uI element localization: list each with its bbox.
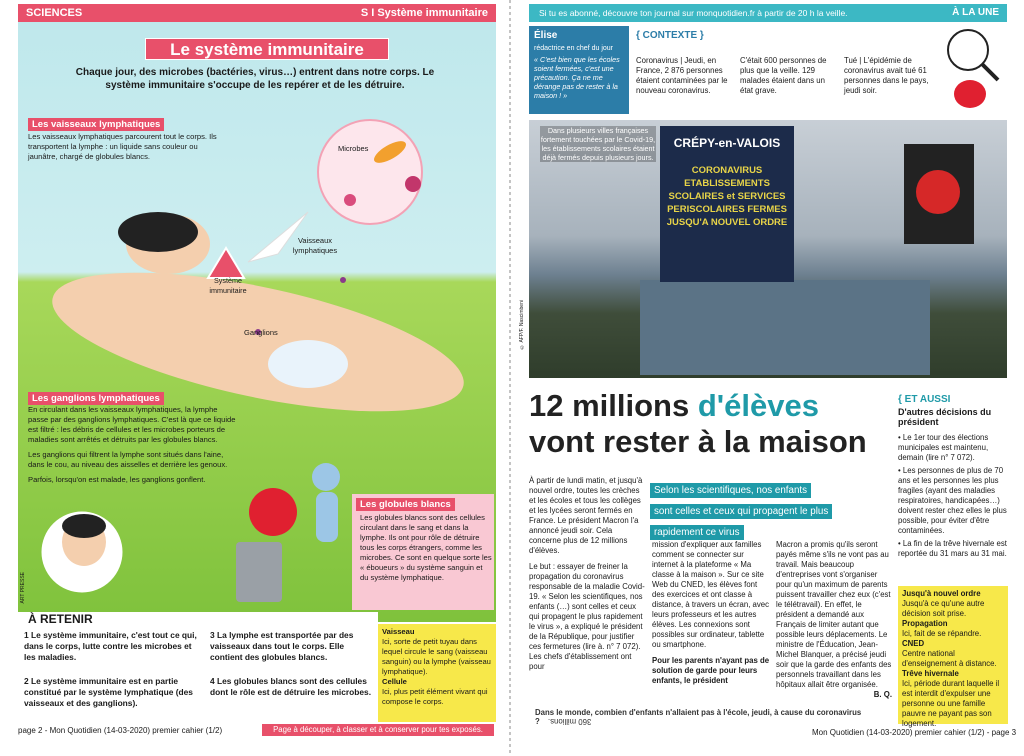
ganglion-dot-2 xyxy=(340,277,346,283)
editor-role: rédactrice en chef du jour xyxy=(534,45,613,52)
gloss-term: Jusqu'à nouvel ordre xyxy=(902,589,981,598)
section-label: SCIENCES xyxy=(26,7,83,19)
intro-text: Chaque jour, des microbes (bactéries, virus…) entrent dans notre corps. Le système immunitaire s'occupe de les repérer et de les détruire. xyxy=(75,67,435,91)
label-systeme: Système immunitaire xyxy=(209,276,247,295)
article-col-3 xyxy=(776,540,892,700)
traffic-light-icon xyxy=(900,140,980,250)
daily-question xyxy=(535,708,865,726)
gloss-term: CNED xyxy=(902,639,925,648)
gloss-def: Ici, période durant laquelle il est interdit d'expulser une personne ou une famille pauvre ne payant pas son logement. xyxy=(902,679,1000,728)
gloss-def: Ici, fait de se répandre. xyxy=(902,629,982,638)
school-building xyxy=(640,280,930,375)
headline-part-2: d'élèves xyxy=(697,388,819,423)
et-aussi-box xyxy=(898,394,1010,559)
article-col-2 xyxy=(652,540,770,686)
retenir-text: Le système immunitaire est en partie constitué par le système lymphatique (des vaisseaux et des ganglions). xyxy=(24,676,193,708)
header-topic: S I Système immunitaire xyxy=(360,7,488,19)
label-vaisseaux: Vaisseaux lymphatiques xyxy=(292,236,338,255)
label-ganglions: Ganglions xyxy=(244,328,278,337)
retenir-text: Les globules blancs sont des cellules dont le rôle est de détruire les microbes. xyxy=(210,676,372,697)
hair-shape xyxy=(118,212,198,252)
ganglions-text xyxy=(28,405,238,485)
retenir-number: 2 xyxy=(24,676,29,686)
editor-box xyxy=(529,26,629,114)
page-title: Le système immunitaire xyxy=(145,38,389,60)
left-header xyxy=(18,4,496,22)
label-microbes: Microbes xyxy=(338,144,369,153)
trash-can-icon xyxy=(236,542,282,602)
a-la-une-label: À LA UNE xyxy=(952,7,999,18)
answer-text: 360 millions. xyxy=(547,717,592,726)
right-header xyxy=(529,4,1007,22)
article-p2: Le but : essayer de freiner la propagation du coronavirus responsable de la maladie Covid-19. « Selon les scientifiques, nos enfants (…) sont celles et ceux qui propagent le plus rapidement le virus », a expliqué le président de la République, pour justifier ces fermetures (lire à. n° 7 072). Les chefs d'établissement ont pour xyxy=(529,562,645,671)
quote-line: rapidement ce virus xyxy=(650,525,744,540)
gloss-term: Propagation xyxy=(902,619,948,628)
header-promo: Si tu es abonné, découvre ton journal sur monquotidien.fr à partir de 20 h la veille. xyxy=(539,8,848,18)
photo-caption: Dans plusieurs villes françaises fortement touchées par le Covid-19, les établissements scolaires étaient déjà fermés depuis plusieurs jours. xyxy=(540,126,656,162)
red-virus-shape xyxy=(249,488,297,536)
mascot-icon xyxy=(936,24,1006,116)
article-p4: Pour les parents n'ayant pas de solution de garde pour leurs enfants, le président xyxy=(652,656,770,685)
globules-text: Les globules blancs sont des cellules circulant dans le sang et dans la lymphe. Ils ont pour rôle de détruire tous les corps étrangers, comme les microbes. Ce sont en quelque sorte les « éboueurs » du système sanguin et du système lymphatique. xyxy=(360,513,492,582)
article-lead: À partir de lundi matin, et jusqu'à nouvel ordre, toutes les crèches et les écoles et tous les collèges et les lycées seront fermés en France. Le président Macron l'a annoncé jeudi soir. Cela concerne plus de 12 millions d'élèves. xyxy=(529,476,643,555)
et-aussi-heading: { ET AUSSI xyxy=(898,394,951,405)
lexique-term: Cellule xyxy=(382,677,407,686)
editor-name: Élise xyxy=(534,30,558,41)
led-sign xyxy=(660,126,794,282)
retenir-item xyxy=(24,630,204,663)
lexique-text xyxy=(382,627,494,707)
lymph-text: Les vaisseaux lymphatiques parcourent tout le corps. Ils transportent la lymphe : un liquide sans couleur ou jaunâtre, chargé de globules blancs. xyxy=(28,132,217,161)
context-col-1: Coronavirus | Jeudi, en France, 2 876 personnes étaient contaminées par le nouveau coronavirus. xyxy=(636,56,728,95)
ganglions-heading: Les ganglions lymphatiques xyxy=(28,392,164,405)
sign-text: CORONAVIRUS ETABLISSEMENTS SCOLAIRES et SERVICES PERISCOLAIRES FERMES JUSQU'A NOUVEL ORDRE xyxy=(666,165,788,228)
pull-quote xyxy=(650,480,870,543)
editor-quote: « C'est bien que les écoles soient fermées, c'est une précaution. Ça ne me dérange pas de rester à la maison ! » xyxy=(534,55,620,100)
virus-shape-2 xyxy=(344,194,356,206)
retenir-heading: À RETENIR xyxy=(28,612,93,626)
gloss-def: Centre national d'enseignement à distance. xyxy=(902,649,997,668)
ganglions-p3: Parfois, lorsqu'on est malade, les ganglions gonflent. xyxy=(28,475,206,484)
context-col-2: C'était 600 personnes de plus que la veille. 129 malades étaient dans un état grave. xyxy=(740,56,827,95)
contexte-heading: { CONTEXTE } xyxy=(636,30,704,41)
et-aussi-item: • Le 1er tour des élections municipales est maintenu, demain (lire n° 7 072). xyxy=(898,433,989,462)
left-footer-note: Page à découper, à classer et à conserver pour tes exposés. xyxy=(262,724,494,736)
lexique-term: Vaisseau xyxy=(382,627,415,636)
red-light xyxy=(916,170,960,214)
left-footer: page 2 - Mon Quotidien (14-03-2020) premier cahier (1/2) xyxy=(18,726,223,735)
art-credit: ART PRESSE xyxy=(20,572,26,604)
signature: B. Q. xyxy=(873,690,892,699)
et-aussi-sub: D'autres décisions du président xyxy=(898,407,992,427)
quote-line: Selon les scientifiques, nos enfants xyxy=(650,483,811,498)
warning-icon xyxy=(208,248,244,278)
ganglions-p1: En circulant dans les vaisseaux lymphatiques, la lymphe passe par des ganglions lymphatiques. C'est là que ce liquide est filtré : les débris de cellules et les microbes porteurs de maladies sont arrêtés et détruits par les globules blancs. xyxy=(28,405,236,444)
retenir-number: 1 xyxy=(24,630,29,640)
globules-heading: Les globules blancs xyxy=(356,498,455,511)
context-col-3: Tué | L'épidémie de coronavirus avait tué 61 personnes dans le pays, jeudi soir. xyxy=(844,56,929,95)
headline xyxy=(529,388,889,460)
mascot-body xyxy=(954,80,986,108)
microbe-circle xyxy=(318,120,422,224)
lexique-def: Ici, sorte de petit tuyau dans lequel circule le sang (vaisseau sanguin) ou la lymphe (vaisseau lymphatique). xyxy=(382,637,491,676)
retenir-item xyxy=(24,676,204,709)
white-cell-character-body xyxy=(316,492,338,542)
et-aussi-item: • La fin de la trêve hivernale est reportée du 31 mars au 31 mai. xyxy=(898,539,1007,558)
photo-credit: © AFP/F. Nascimbeni xyxy=(519,300,525,350)
retenir-number: 3 xyxy=(210,630,215,640)
magnifier-handle xyxy=(982,64,998,80)
child-hair xyxy=(62,514,106,538)
et-aussi-label: ET AUSSI xyxy=(904,394,951,405)
question-text: Dans le monde, combien d'enfants n'allaient pas à l'école, jeudi, à cause du coronavirus ? xyxy=(535,708,862,726)
article-p3: mission d'expliquer aux familles comment se connecter sur internet à la plateforme « Ma classe à la maison ». Sur ce site Web du CNED, les élèves font des exercices et ont classe à distance, à travers un écran, avec leurs professeurs et les autres élèves. Les connexions sont possibles sur ordinateur, tablette ou smartphone. xyxy=(652,540,770,649)
gloss-term: Trêve hivernale xyxy=(902,669,959,678)
article-col-1 xyxy=(529,476,645,672)
ganglions-p2: Les ganglions qui filtrent la lymphe sont situés dans l'aine, dans le cou, au niveau des aisselles et derrière les genoux. xyxy=(28,450,228,469)
shorts-shape xyxy=(268,340,348,388)
headline-part-3: vont rester à la maison xyxy=(529,424,867,459)
white-cell-character-head xyxy=(312,463,340,491)
headline-part-1: 12 millions xyxy=(529,388,698,423)
quote-line: sont celles et ceux qui propagent le plus xyxy=(650,504,832,519)
right-footer: Mon Quotidien (14-03-2020) premier cahier (1/2) - page 3 xyxy=(812,728,1017,737)
virus-shape xyxy=(405,176,421,192)
retenir-text: La lymphe est transportée par des vaisseaux dans tout le corps. Elle contient des globules blancs. xyxy=(210,630,354,662)
sign-city: CRÉPY-en-VALOIS xyxy=(673,136,781,150)
retenir-number: 4 xyxy=(210,676,215,686)
et-aussi-item: • Les personnes de plus de 70 ans et les personnes les plus fragiles (ayant des maladies respiratoires, handicapées…) doivent rester chez elles le plus possible, pour éviter d'être contaminées. xyxy=(898,466,1007,535)
lexique-def: Ici, plus petit élément vivant qui compose le corps. xyxy=(382,687,488,706)
contexte-label: CONTEXTE xyxy=(642,30,698,41)
fold-divider xyxy=(502,0,518,756)
left-page xyxy=(0,0,500,756)
glossary-box xyxy=(898,586,1008,728)
article-p5: Macron a promis qu'ils seront payés même s'ils ne vont pas au travail. Mais beaucoup d'entreprises vont s'organiser pour qu'un maximum de parents puissent travailler chez eux (c'est le télétravail). En effet, le président a demandé aux Français de limiter autant que possible leurs déplacements. Le ministre de l'Éducation, Jean-Michel Blanquer, a précisé jeudi soir que la garde des enfants des personnels travaillant dans les hôpitaux allait être organisée. xyxy=(776,540,892,689)
retenir-text: Le système immunitaire, c'est tout ce qui, dans le corps, lutte contre les microbes et les maladies. xyxy=(24,630,197,662)
lymph-heading: Les vaisseaux lymphatiques xyxy=(28,118,164,131)
retenir-item xyxy=(210,676,375,698)
retenir-item xyxy=(210,630,375,663)
gloss-def: Jusqu'à ce qu'une autre décision soit prise. xyxy=(902,599,985,618)
